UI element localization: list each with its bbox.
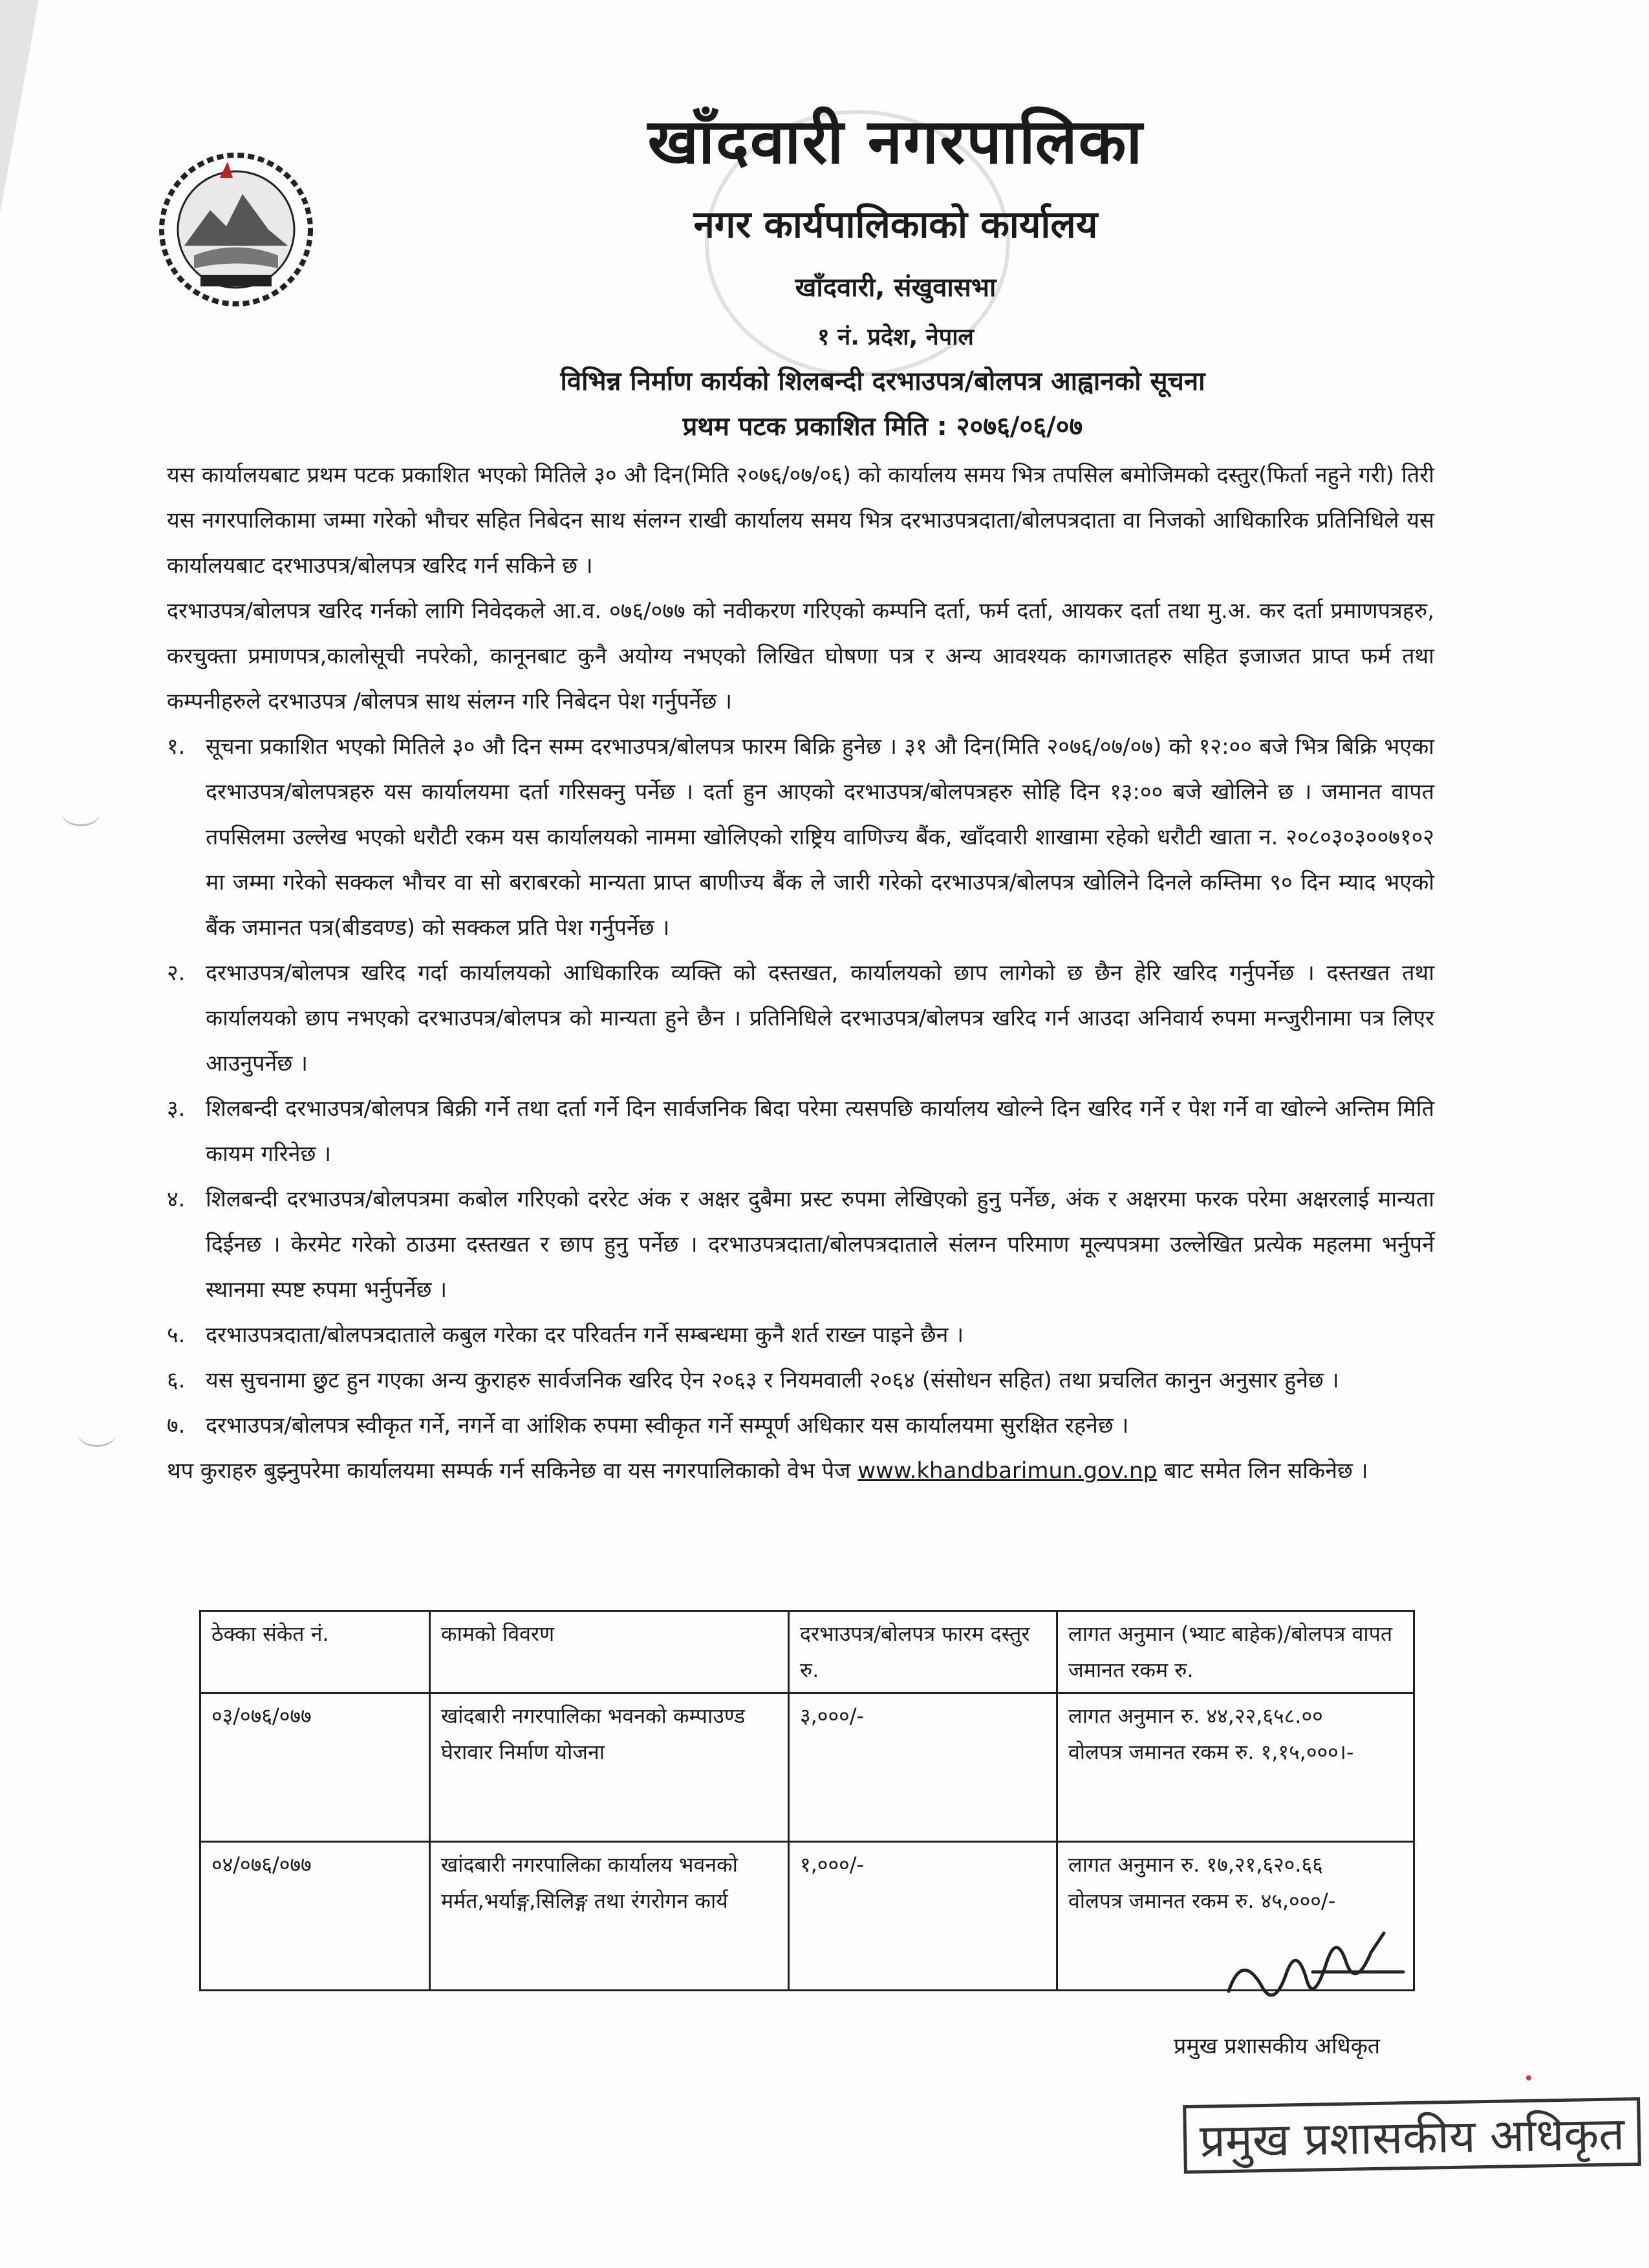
form-fee: १,०००/- — [789, 1842, 1057, 1991]
intro-paragraph-2: दरभाउपत्र/बोलपत्र खरिद गर्नको लागि निवेदकले आ.व. ०७६/०७७ को नवीकरण गरिएको कम्पनि दर्ता, फर्म दर्ता, आयकर दर्ता तथा मु.अ. कर दर्ता प्रमाणपत्रहरु, करचुक्ता प्रमाणपत्र,कालोसूची नपरेको, कानूनबाट कुनै अयोग्य नभएको लिखित घोषणा पत्र र अन्य आवश्यक कागजातहरु सहित इजाजत प्राप्त फर्म तथा कम्पनीहरुले दरभाउपत्र /बोलपत्र साथ संलग्न गरि निबेदन पेश गर्नुपर्नेछ । — [167, 598, 1434, 714]
cost-estimate: लागत अनुमान रु. ४४,२२,६५८.०० — [1068, 1704, 1323, 1728]
item-text: दरभाउपत्रदाता/बोलपत्रदाताले कबुल गरेका दर परिवर्तन गर्ने सम्बन्धमा कुनै शर्त राख्न पाइने छैन । — [206, 1322, 964, 1348]
cost-cell — [1057, 1693, 1414, 1842]
security-amount: वोलपत्र जमानत रकम रु. ४५,०००/- — [1068, 1888, 1336, 1913]
municipality-name: खाँदवारी नगरपालिका — [647, 105, 1144, 178]
item-number: १. — [167, 734, 186, 760]
closing-text-end: बाट समेत लिन सकिनेछ । — [1164, 1458, 1368, 1484]
table-row — [200, 1693, 1414, 1842]
contract-code: ०४/०७६/०७७ — [200, 1842, 430, 1991]
item-number: ७. — [167, 1413, 186, 1439]
item-number: २. — [167, 960, 186, 986]
signature-icon — [1216, 1914, 1410, 2030]
closing-text: थप कुराहरु बुझ्नुपरेमा कार्यालयमा सम्पर्क गर्न सकिनेछ वा यस नगरपालिकाको वेभ पेज — [167, 1458, 851, 1484]
punch-hole-mark — [61, 798, 100, 826]
list-item — [167, 724, 1434, 950]
list-item — [167, 1358, 1434, 1403]
list-item — [167, 1086, 1434, 1177]
signer-title: प्रमुख प्रशासकीय अधिकृत — [1174, 2033, 1381, 2059]
notice-title: विभिन्न निर्माण कार्यको शिलबन्दी दरभाउपत्र/बोलपत्र आह्वानको सूचना — [560, 367, 1205, 396]
cost-estimate: लागत अनुमान रु. १७,२१,६२०.६६ — [1068, 1852, 1323, 1877]
table-header-row — [200, 1611, 1414, 1693]
column-header: दरभाउपत्र/बोलपत्र फारम दस्तुर रु. — [789, 1611, 1057, 1693]
security-amount: वोलपत्र जमानत रकम रु. १,१५,०००।- — [1068, 1740, 1354, 1764]
punch-hole-mark — [78, 1419, 116, 1447]
item-number: ५. — [167, 1322, 186, 1348]
item-text: शिलबन्दी दरभाउपत्र/बोलपत्र बिक्री गर्ने तथा दर्ता गर्ने दिन सार्वजनिक बिदा परेमा त्यसपछि कार्यालय खोल्ने दिन खरिद गर्ने र पेश गर्ने वा खोल्ने अन्तिम मिति कायम गरिनेछ । — [206, 1096, 1434, 1167]
work-description: खांदबारी नगरपालिका कार्यालय भवनको मर्मत,भर्याङ्ग,सिलिङ्ग तथा रंगरोगन कार्य — [430, 1842, 789, 1991]
item-text: दरभाउपत्र/बोलपत्र खरिद गर्दा कार्यालयको आधिकारिक व्यक्ति को दस्तखत, कार्यालयको छाप लागेको छ छैन हेरि खरिद गर्नुपर्नेछ । दस्तखत तथा कार्यालयको छाप नभएको दरभाउपत्र/बोलपत्र को मान्यता हुने छैन । प्रतिनिधिले दरभाउपत्र/बोलपत्र खरिद गर्न आउदा अनिवार्य रुपमा मन्जुरीनामा पत्र लिएर आउनुपर्नेछ । — [206, 960, 1434, 1076]
item-number: ६. — [167, 1367, 186, 1393]
designation-stamp: प्रमुख प्रशासकीय अधिकृत — [1183, 2097, 1641, 2174]
contract-code: ०३/०७६/०७७ — [200, 1693, 430, 1842]
province-line: १ नं. प्रदेश, नेपाल — [817, 324, 974, 350]
list-item — [167, 1312, 1434, 1358]
intro-paragraph-1: यस कार्यालयबाट प्रथम पटक प्रकाशित भएको मितिले ३० औ दिन(मिति २०७६/०७/०६) को कार्यालय समय भित्र तपसिल बमोजिमको दस्तुर(फिर्ता नहुने गरी) तिरी यस नगरपालिकामा जम्मा गरेको भौचर सहित निबेदन साथ संलग्न राखी कार्यालय समय भित्र दरभाउपत्रदाता/बोलपत्रदाता वा निजको आधिकारिक प्रतिनिधिले यस कार्यालयबाट दरभाउपत्र/बोलपत्र खरिद गर्न सकिने छ । — [167, 462, 1434, 579]
work-description: खांदबारी नगरपालिका भवनको कम्पाउण्ड घेरावार निर्माण योजना — [430, 1693, 789, 1842]
item-number: ४. — [167, 1186, 186, 1212]
office-location: खाँदवारी, संखुवासभा — [795, 273, 997, 303]
list-item — [167, 950, 1434, 1086]
item-text: यस सुचनामा छुट हुन गएका अन्य कुराहरु सार्वजनिक खरिद ऐन २०६३ र नियमवाली २०६४ (संसोधन सहित) तथा प्रचलित कानुन अनुसार हुनेछ । — [206, 1367, 1339, 1393]
list-item — [167, 1177, 1434, 1312]
notice-body — [167, 453, 1434, 1493]
column-header: कामको विवरण — [430, 1611, 789, 1693]
form-fee: ३,०००/- — [789, 1693, 1057, 1842]
item-text: सूचना प्रकाशित भएको मितिले ३० औ दिन सम्म दरभाउपत्र/बोलपत्र फारम बिक्रि हुनेछ । ३१ औ दिन(मिति २०७६/०७/०७) को १२:०० बजे भित्र बिक्रि भएका दरभाउपत्र/बोलपत्रहरु यस कार्यालयमा दर्ता गरिसक्नु पर्नेछ । दर्ता हुन आएको दरभाउपत्र/बोलपत्रहरु सोहि दिन १३:०० बजे खोलिने छ । जमानत वापत तपसिलमा उल्लेख भएको धरौटी रकम यस कार्यालयको नाममा खोलिएको राष्ट्रिय वाणिज्य बैंक, खाँदवारी शाखामा रहेको धरौटी खाता न. २०८०३०३००७१०२ मा जम्मा गरेको सक्कल भौचर वा सो बराबरको मान्यता प्राप्त बाणीज्य बैंक ले जारी गरेको दरभाउपत्र/बोलपत्र खोलिने दिनले कम्तिमा ९० दिन म्याद भएको बैंक जमानत पत्र(बीडवण्ड) को सक्कल प्रति पेश गर्नुपर्नेछ । — [206, 734, 1434, 941]
office-name: नगर कार्यपालिकाको कार्यालय — [693, 202, 1098, 246]
item-text: दरभाउपत्र/बोलपत्र स्वीकृत गर्ने, नगर्ने वा आंशिक रुपमा स्वीकृत गर्ने सम्पूर्ण अधिकार यस कार्यालयमा सुरक्षित रहनेछ । — [206, 1413, 1129, 1439]
item-text: शिलबन्दी दरभाउपत्र/बोलपत्रमा कबोल गरिएको दररेट अंक र अक्षर दुबैमा प्रस्ट रुपमा लेखिएको हुनु पर्नेछ, अंक र अक्षरमा फरक परेमा अक्षरलाई मान्यता दिईनछ । केरमेट गरेको ठाउमा दस्तखत र छाप हुनु पर्नेछ । दरभाउपत्रदाता/बोलपत्रदाताले संलग्न परिमाण मूल्यपत्रमा उल्लेखित प्रत्येक महलमा भर्नुपर्ने स्थानमा स्पष्ट रुपमा भर्नुपर्नेछ । — [206, 1186, 1434, 1303]
folded-corner — [0, 0, 39, 213]
website-link[interactable]: www.khandbarimun.gov.np — [857, 1458, 1158, 1484]
item-number: ३. — [167, 1096, 186, 1122]
column-header: लागत अनुमान (भ्याट बाहेक)/बोलपत्र वापत जमानत रकम रु. — [1057, 1611, 1414, 1693]
publish-date: प्रथम पटक प्रकाशित मिति : २०७६/०६/०७ — [682, 412, 1083, 442]
ink-dot — [1526, 2075, 1531, 2081]
list-item — [167, 1403, 1434, 1448]
column-header: ठेक्का संकेत नं. — [200, 1611, 430, 1693]
closing-paragraph — [167, 1448, 1434, 1493]
